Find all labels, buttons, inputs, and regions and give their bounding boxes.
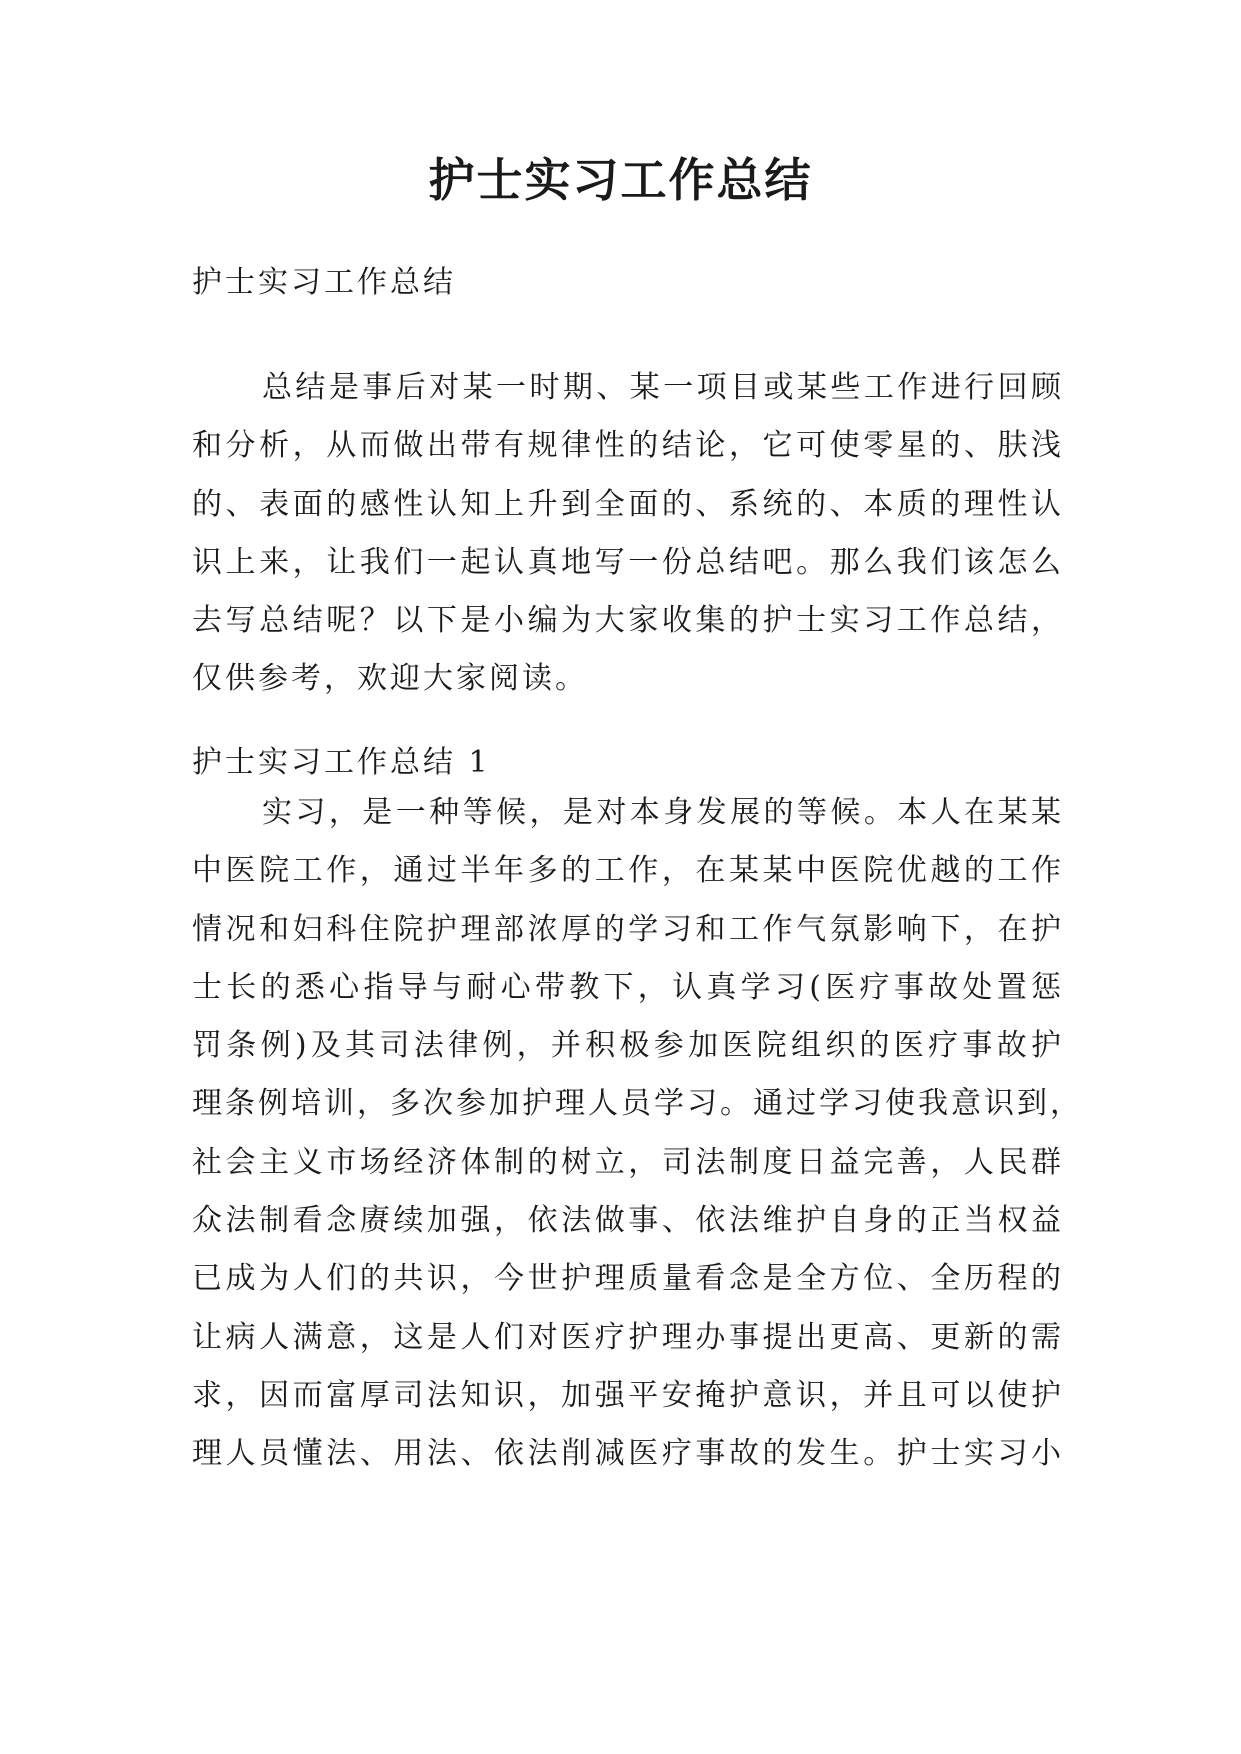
- text-line: 实习，是一种等候，是对本身发展的等候。本人在某某: [262, 795, 1064, 830]
- text-line: 去写总结呢？以下是小编为大家收集的护士实习工作总结，: [192, 603, 1064, 639]
- text-line: 中医院工作，通过半年多的工作，在某某中医院优越的工作: [192, 853, 1064, 889]
- text-line: 让病人满意，这是人们对医疗护理办事提出更高、更新的需: [192, 1319, 1064, 1355]
- text-line: 已成为人们的共识，今世护理质量看念是全方位、全历程的: [192, 1261, 1064, 1297]
- text-line: 情况和妇科住院护理部浓厚的学习和工作气氛影响下，在护: [192, 911, 1064, 947]
- text-line: 理条例培训，多次参加护理人员学习。通过学习使我意识到，: [192, 1086, 1083, 1122]
- text-line: 识上来，让我们一起认真地写一份总结吧。那么我们该怎么: [192, 544, 1064, 580]
- text-line: 理人员懂法、用法、依法削减医疗事故的发生。护士实习小: [192, 1436, 1064, 1472]
- text-line: 仅供参考，欢迎大家阅读。: [192, 661, 588, 697]
- text-line: 众法制看念赓续加强，依法做事、依法维护自身的正当权益: [192, 1203, 1064, 1239]
- document-title: 护士实习工作总结: [428, 153, 813, 207]
- intro-paragraph: [192, 368, 1064, 718]
- text-line: 罚条例)及其司法律例，并积极参加医院组织的医疗事故护: [192, 1028, 1064, 1064]
- text-line: 社会主义市场经济体制的树立，司法制度日益完善，人民群: [192, 1144, 1064, 1180]
- text-line: 和分析，从而做出带有规律性的结论，它可使零星的、肤浅: [192, 428, 1064, 464]
- text-line: 总结是事后对某一时期、某一项目或某些工作进行回顾: [262, 370, 1064, 405]
- section-heading: 护士实习工作总结 1: [192, 745, 491, 780]
- document-subtitle: 护士实习工作总结: [192, 265, 456, 300]
- text-line: 的、表面的感性认知上升到全面的、系统的、本质的理性认: [192, 486, 1064, 522]
- body-paragraph: [192, 793, 1083, 1493]
- text-line: 士长的悉心指导与耐心带教下，认真学习(医疗事故处置惩: [192, 969, 1064, 1005]
- text-line: 求，因而富厚司法知识，加强平安掩护意识，并且可以使护: [192, 1377, 1064, 1413]
